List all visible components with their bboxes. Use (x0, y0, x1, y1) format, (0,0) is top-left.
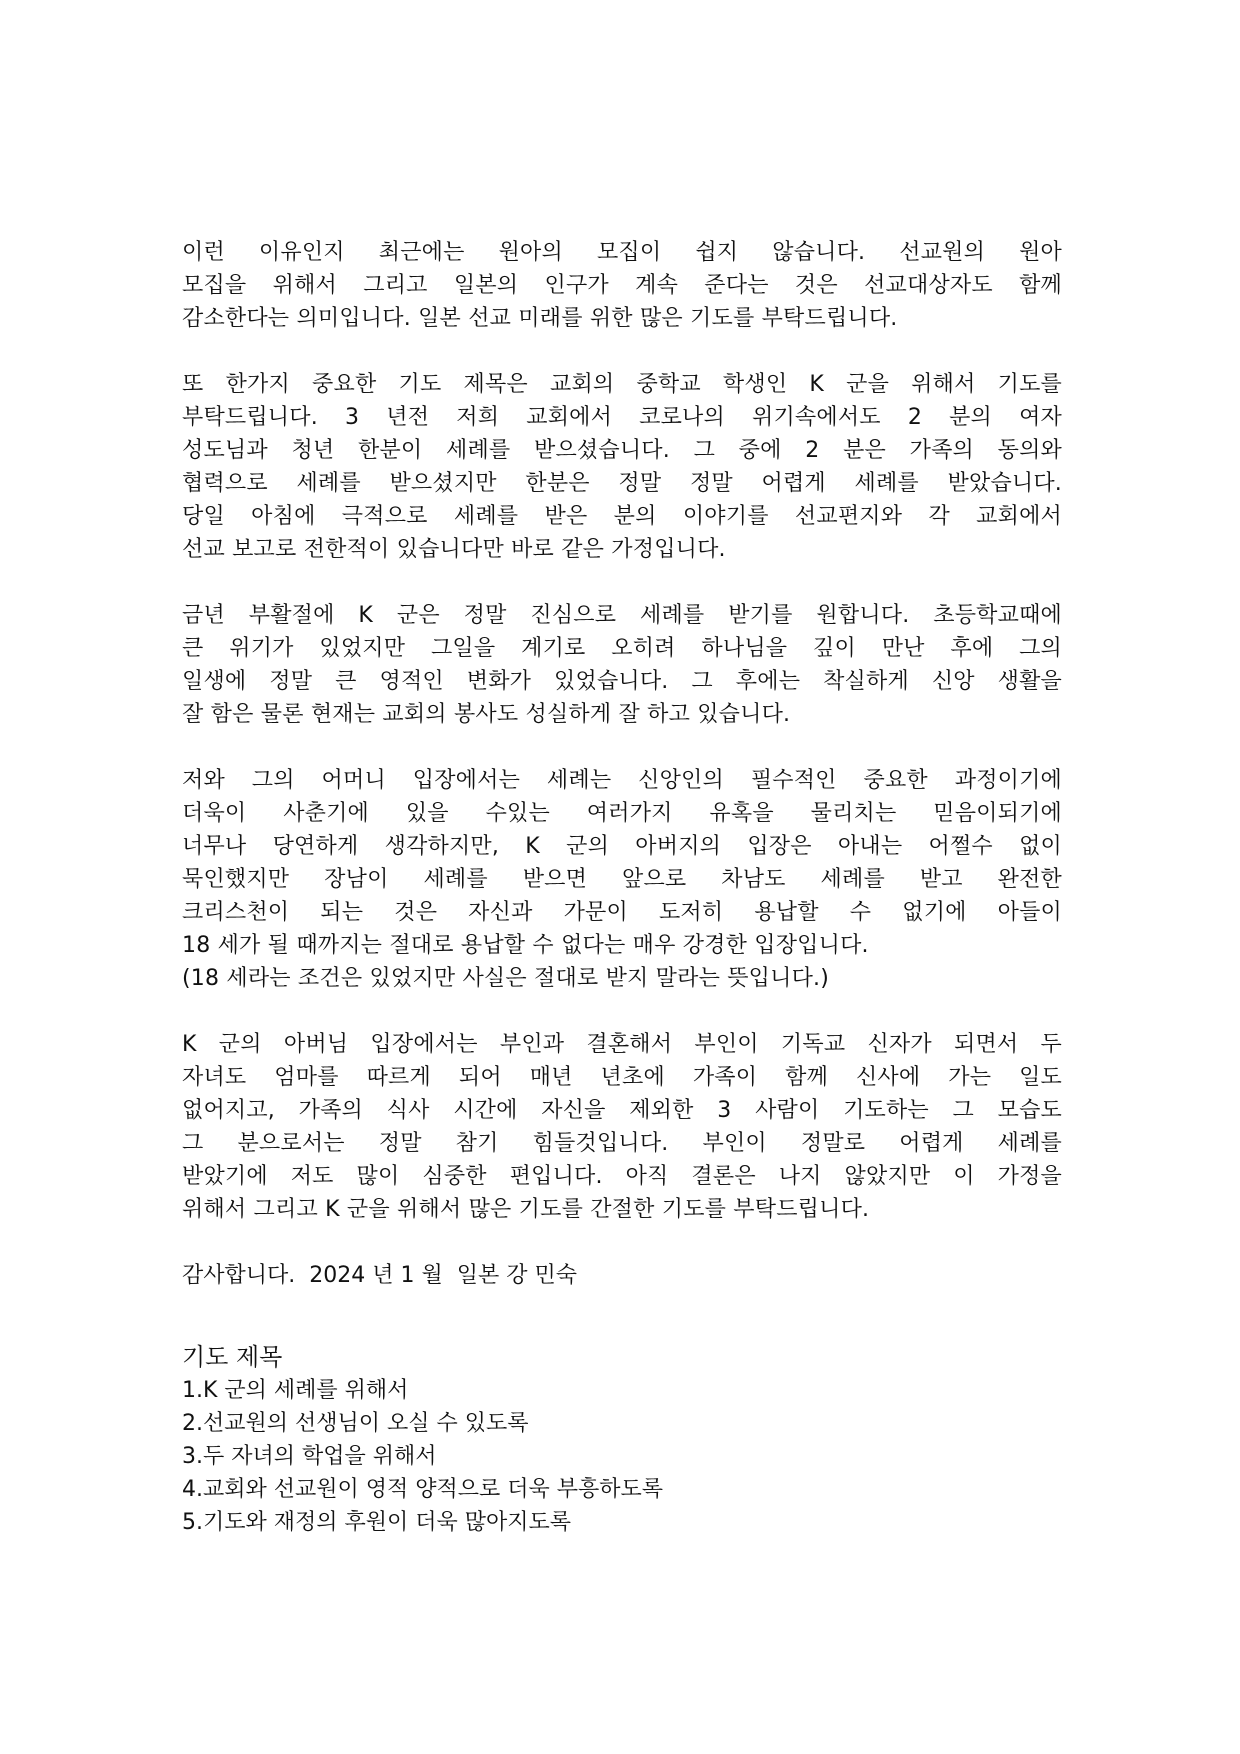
paragraph-line: K 군의 아버님 입장에서는 부인과 결혼해서 부인이 기독교 신자가 되면서 두 (182, 1032, 1062, 1057)
paragraph-line: 너무나 당연하게 생각하지만, K 군의 아버지의 입장은 아내는 어쩔수 없이 (182, 834, 1062, 859)
paragraph-line: 일생에 정말 큰 영적인 변화가 있었습니다. 그 후에는 착실하게 신앙 생활을 (182, 669, 1062, 694)
prayer-item: 2.선교원의 선생님이 오실 수 있도록 (182, 1411, 529, 1436)
paragraph-k-student (182, 368, 1062, 566)
paragraph-line: 선교 보고로 전한적이 있습니다만 바로 같은 가정입니다. (182, 537, 726, 562)
paragraph-line: 이런 이유인지 최근에는 원아의 모집이 쉽지 않습니다. 선교원의 원아 (182, 240, 1062, 265)
paragraph-line: 받았기에 저도 많이 심중한 편입니다. 아직 결론은 나지 않았지만 이 가정을 (182, 1164, 1062, 1189)
paragraph-line: 모집을 위해서 그리고 일본의 인구가 계속 준다는 것은 선교대상자도 함께 (182, 273, 1062, 298)
paragraph-line: 감소한다는 의미입니다. 일본 선교 미래를 위한 많은 기도를 부탁드립니다. (182, 306, 898, 331)
paragraph-line: 그 분으로서는 정말 참기 힘들것입니다. 부인이 정말로 어렵게 세례를 (182, 1131, 1062, 1156)
paragraph-father-position (182, 764, 1062, 995)
paragraph-line: 부탁드립니다. 3 년전 저희 교회에서 코로나의 위기속에서도 2 분의 여자 (182, 405, 1062, 430)
paragraph-line: 당일 아침에 극적으로 세례를 받은 분의 이야기를 선교편지와 각 교회에서 (182, 504, 1062, 529)
paragraph-line: 더욱이 사춘기에 있을 수있는 여러가지 유혹을 물리치는 믿음이되기에 (182, 801, 1062, 826)
paragraph-line: 없어지고, 가족의 식사 시간에 자신을 제외한 3 사람이 기도하는 그 모습도 (182, 1098, 1062, 1123)
prayer-heading: 기도 제목 (182, 1343, 283, 1371)
paragraph-line: 또 한가지 중요한 기도 제목은 교회의 중학교 학생인 K 군을 위해서 기도를 (182, 372, 1062, 397)
prayer-item: 1.K 군의 세례를 위해서 (182, 1378, 409, 1403)
paragraph-line: 18 세가 될 때까지는 절대로 용납할 수 없다는 매우 강경한 입장입니다. (182, 933, 869, 958)
paragraph-line: 위해서 그리고 K 군을 위해서 많은 기도를 간절한 기도를 부탁드립니다. (182, 1197, 870, 1222)
prayer-section (182, 1340, 1062, 1539)
prayer-list (182, 1374, 1062, 1539)
paragraph-line: 금년 부활절에 K 군은 정말 진심으로 세례를 받기를 원합니다. 초등학교때에 (182, 603, 1062, 628)
paragraph-line: 큰 위기가 있었지만 그일을 계기로 오히려 하나님을 깊이 만난 후에 그의 (182, 636, 1062, 661)
closing-signature: 감사합니다. 2024 년 1 월 일본 강 민숙 (182, 1263, 577, 1288)
paragraph-line: 잘 함은 물론 현재는 교회의 봉사도 성실하게 잘 하고 있습니다. (182, 702, 791, 727)
paragraph-recruitment (182, 236, 1062, 335)
document-body (182, 236, 1062, 1539)
prayer-item: 4.교회와 선교원이 영적 양적으로 더욱 부흥하도록 (182, 1477, 663, 1502)
prayer-item: 3.두 자녀의 학업을 위해서 (182, 1444, 437, 1469)
paragraph-line: 크리스천이 되는 것은 자신과 가문이 도저히 용납할 수 없기에 아들이 (182, 900, 1062, 925)
paragraph-line: (18 세라는 조건은 있었지만 사실은 절대로 받지 말라는 뜻입니다.) (182, 966, 830, 991)
prayer-item: 5.기도와 재정의 후원이 더욱 많아지도록 (182, 1510, 571, 1535)
paragraph-line: 성도님과 청년 한분이 세례를 받으셨습니다. 그 중에 2 분은 가족의 동의와 (182, 438, 1062, 463)
paragraph-line: 저와 그의 어머니 입장에서는 세례는 신앙인의 필수적인 중요한 과정이기에 (182, 768, 1062, 793)
paragraph-family-situation (182, 1028, 1062, 1226)
paragraph-line: 자녀도 엄마를 따르게 되어 매년 년초에 가족이 함께 신사에 가는 일도 (182, 1065, 1062, 1090)
paragraph-line: 묵인했지만 장남이 세례를 받으면 앞으로 차남도 세례를 받고 완전한 (182, 867, 1062, 892)
paragraph-line: 협력으로 세례를 받으셨지만 한분은 정말 정말 어렵게 세례를 받았습니다. (182, 471, 1062, 496)
paragraph-easter-baptism (182, 599, 1062, 731)
